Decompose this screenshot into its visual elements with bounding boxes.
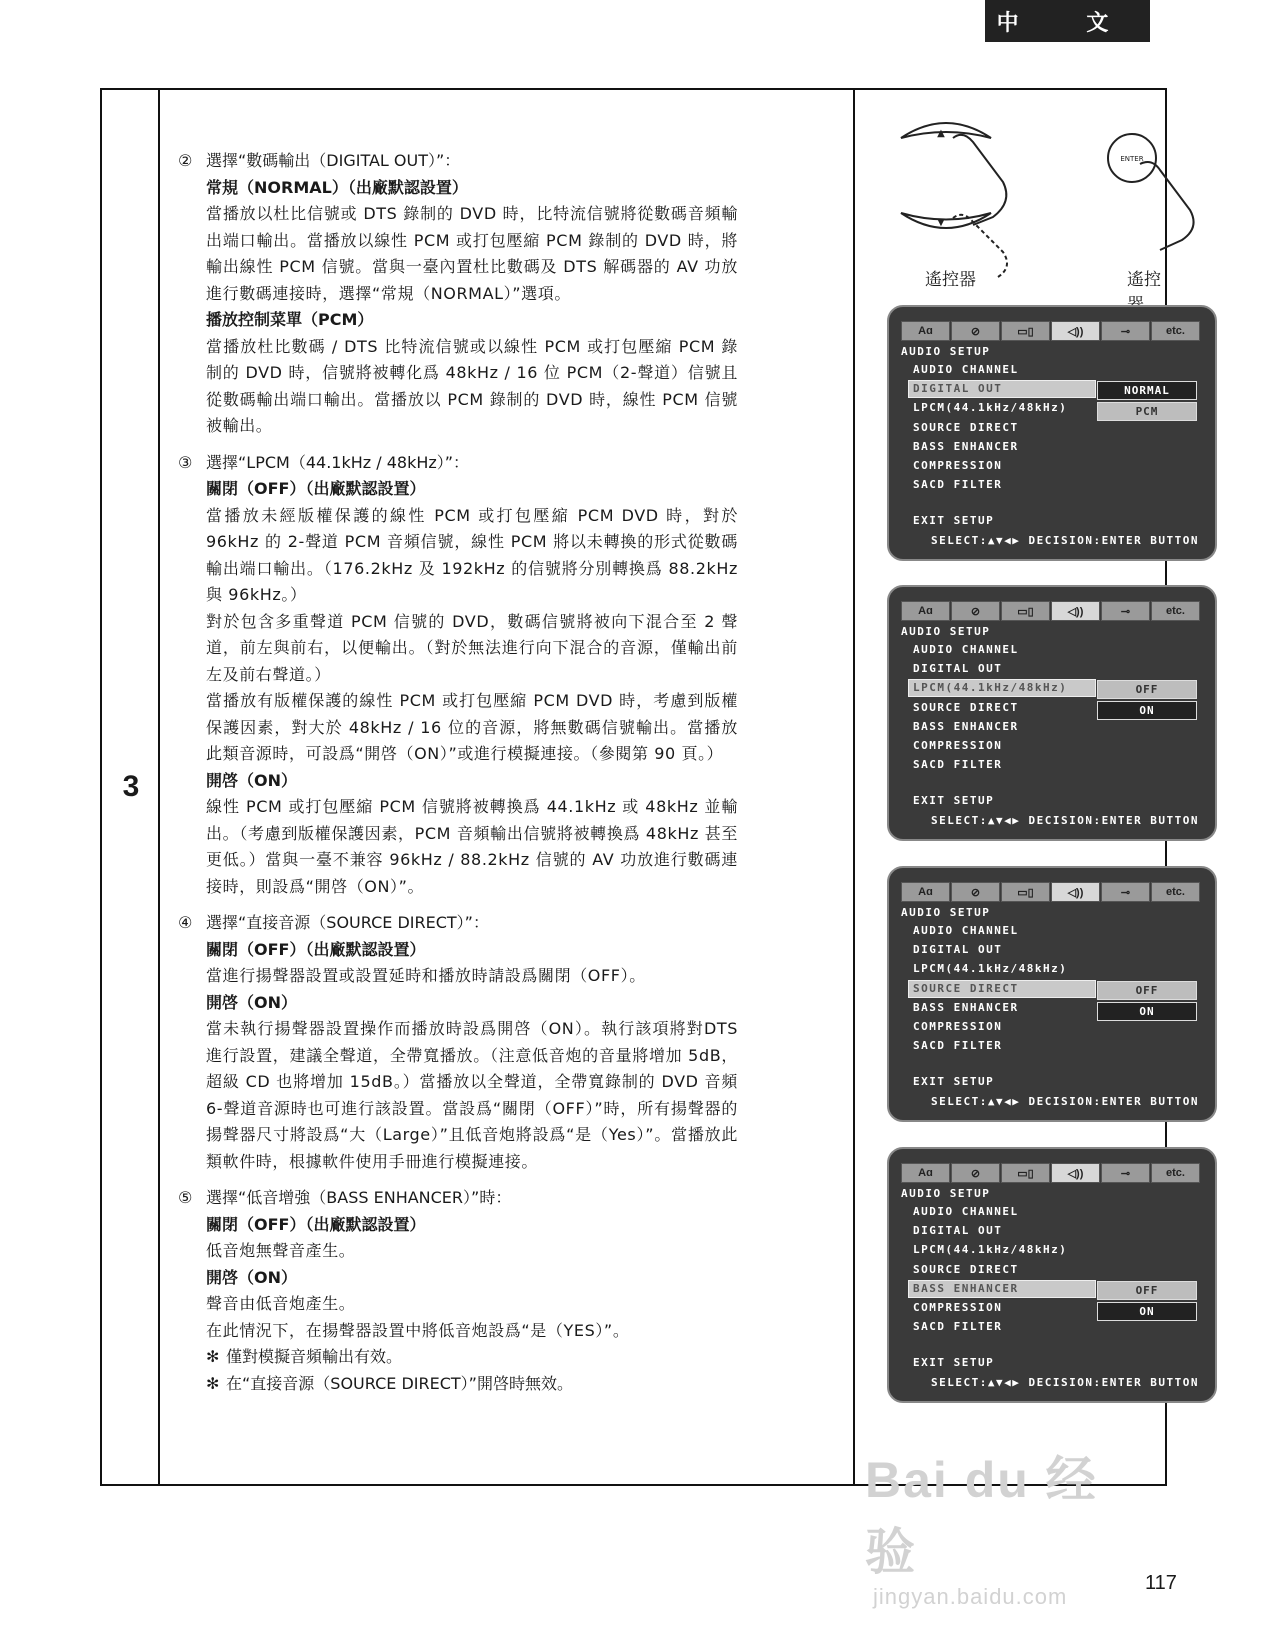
up-arrow-icon: ▲ [937,128,945,139]
watermark [865,1440,1145,1609]
option-description: 低音炮無聲音產生。 [206,1241,356,1260]
osd-menu-item-label: COMPRESSION [913,1019,1003,1033]
step-column [102,90,160,1484]
osd-menu-item [901,998,1203,1017]
remote-label-right: 遙控 [1127,270,1161,290]
osd-title: AUDIO SETUP [901,625,991,638]
option-block [206,175,738,308]
osd-menu-item [901,1298,1203,1317]
osd-option: OFF [1097,1281,1197,1300]
osd-menu-item-label: SOURCE DIRECT [913,700,1019,714]
osd-menu-item-label: COMPRESSION [913,738,1003,752]
section-heading [178,1185,738,1212]
osd-menu-item [901,475,1203,494]
osd-tab: Aɑ [901,601,950,621]
watermark-brand: Bai du 经验 [865,1452,1098,1580]
osd-menu-item [901,698,1203,717]
osd-menu-item-label: AUDIO CHANNEL [913,643,1019,656]
osd-menu-item [901,959,1203,978]
section-number: ④ [178,913,193,932]
section-heading-text: 選擇“LPCM（44.1kHz / 48kHz）”： [206,452,470,472]
osd-audio-setup-screen [887,866,1217,1122]
osd-menu-item [901,1221,1203,1240]
option-block [206,307,738,440]
text-column [160,90,855,1484]
option-description: 當未執行揚聲器設置操作而播放時設爲開啓（ON）。執行該項將對DTS 進行設置，建議全聲道，全帶寬播放。（注意低音炮的音量將增加 5dB，超級 CD 也將增加 15dB。）當播放以全聲道，全帶寬錄制的 DVD 音頻 6-聲道音源時也可進行該設置。當設爲“關閉（OFF）”時，所有揚聲器的揚聲器尺寸將設爲“大（Large）”且低音炮將設爲“是（Yes）”。當播放此類軟件時，根據軟件使用手冊進行模擬連接。 [206,1019,738,1171]
section-heading-text: 選擇“數碼輸出（DIGITAL OUT）”： [206,151,461,170]
osd-menu-item-label: LPCM(44.1kHz/48kHz) [913,962,1068,976]
enter-button-label: ENTER [1120,155,1144,163]
option-block [206,990,738,1176]
option-description: 當播放以杜比信號或 DTS 錄制的 DVD 時，比特流信號將從數碼音頻輸出端口輸出。當播放以線性 PCM 或打包壓縮 PCM 錄制的 DVD 時，將輸出線性 PCM 信號。當與一臺內置杜比數碼及 DTS 解碼器的 AV 功放進行數碼連接時，選擇“常規（NORMAL）”選項。 [206,204,738,303]
osd-tabs [901,321,1203,341]
section-3 [178,910,738,1175]
osd-tab: Aɑ [901,1163,950,1183]
osd-option: ON [1097,1002,1197,1021]
osd-tab: ▭▯ [1001,321,1050,341]
osd-exit-setup: EXIT SETUP [913,1356,995,1369]
osd-menu-item-label: AUDIO CHANNEL [913,924,1019,937]
osd-tab: ◁)) [1051,882,1100,902]
osd-menu-item-label: SACD FILTER [913,1039,1003,1053]
footnote-text: 在“直接音源（SOURCE DIRECT）”開啓時無效。 [226,1373,573,1393]
osd-menu-item [901,1317,1203,1336]
osd-menu-item-label: SOURCE DIRECT [913,1262,1019,1276]
osd-tab: ⊘ [951,1163,1000,1183]
osd-tab: ◁)) [1051,321,1100,341]
osd-menu-item [901,360,1203,379]
section-4 [178,1185,738,1397]
osd-menu-item-label: COMPRESSION [913,458,1003,472]
osd-menu-item [901,398,1203,417]
osd-menu-item-label: BASS ENHANCER [913,719,1019,733]
osd-menu-item-label: SACD FILTER [913,478,1003,492]
osd-footer-hint: SELECT:▲▼◀▶ DECISION:ENTER BUTTON [931,534,1200,547]
osd-tab: ▭▯ [1001,882,1050,902]
option-description: 線性 PCM 或打包壓縮 PCM 信號將被轉換爲 44.1kHz 或 48kHz 並輸出。（考慮到版權保護因素，PCM 音頻輸出信號將被轉換爲 48kHz 甚至更低。）當與一臺不兼容 96kHz / 88.2kHz 信號的 AV 功放進行數碼連接時，則設爲“開啓（ON）”。 [206,797,738,896]
osd-menu-item-label: DIGITAL OUT [909,381,1095,397]
osd-tab: etc. [1151,1163,1200,1183]
osd-option: NORMAL [1097,381,1197,400]
osd-audio-setup-screen [887,1147,1217,1403]
section-heading-text: 選擇“直接音源（SOURCE DIRECT）”： [206,913,489,932]
osd-title: AUDIO SETUP [901,1187,991,1200]
option-description: 聲音由低音炮產生。 [206,1294,356,1313]
up-button-shape [901,123,991,138]
osd-exit-setup: EXIT SETUP [913,1075,995,1088]
osd-audio-setup-screen [887,585,1217,841]
option-title: 開啓（ON） [206,770,297,790]
osd-menu-item-label: LPCM(44.1kHz/48kHz) [909,680,1095,696]
osd-menu-item-label: COMPRESSION [913,1300,1003,1314]
option-block [206,1212,738,1265]
osd-tab: ⊸ [1101,882,1150,902]
osd-menu-item-label: BASS ENHANCER [913,439,1019,453]
osd-menu-item [901,456,1203,475]
osd-tab: ⊸ [1101,321,1150,341]
section-number: ⑤ [178,1188,193,1207]
hand-icon [953,135,1006,225]
osd-menu-item [901,755,1203,774]
osd-menu-item [901,437,1203,456]
osd-menu-item [901,1240,1203,1259]
osd-tab: etc. [1151,882,1200,902]
osd-tab: ⊘ [951,882,1000,902]
osd-menu-item-label: AUDIO CHANNEL [913,363,1019,376]
option-description-extra: 對於包含多重聲道 PCM 信號的 DVD，數碼信號將被向下混合至 2 聲道，前左與前右，以便輸出。（對於無法進行向下混合的音源，僅輸出前左及前右聲道。） [206,611,738,684]
section-heading [178,450,738,477]
osd-menu-item [901,921,1203,940]
option-title: 關閉（OFF）（出廠默認設置） [206,1214,426,1234]
osd-option: PCM [1097,402,1197,421]
content-frame [100,88,1200,1486]
step-number: 3 [122,770,140,803]
osd-tabs [901,882,1203,902]
option-title: 播放控制菜單（PCM） [206,310,374,329]
watermark-url: jingyan.baidu.com [873,1584,1068,1609]
section-heading [178,148,738,175]
osd-footer-hint: SELECT:▲▼◀▶ DECISION:ENTER BUTTON [931,1095,1200,1108]
option-title: 關閉（OFF）（出廠默認設置） [206,939,426,959]
osd-exit-setup: EXIT SETUP [913,794,995,807]
section-number: ③ [178,452,193,472]
osd-menu-item-label: SACD FILTER [913,758,1003,772]
option-block [206,476,738,768]
osd-menu-item-label: LPCM(44.1kHz/48kHz) [913,1243,1068,1257]
osd-option: OFF [1097,680,1197,699]
osd-tab: etc. [1151,321,1200,341]
footnote-text: 僅對模擬音頻輸出有效。 [226,1347,403,1366]
remote-label-left: 遙控器 [925,270,976,290]
option-description: 當播放未經版權保護的線性 PCM 或打包壓縮 PCM DVD 時，對於96kHz 的 2-聲道 PCM 音頻信號，線性 PCM 將以未轉換的形式從數碼輸出端口輸出。（176.2kHz 及 192kHz 的信號將分別轉換爲 88.2kHz 與 96kHz。） [206,505,738,604]
osd-exit-setup: EXIT SETUP [913,514,995,527]
remote-enter-button-illustration [1100,130,1210,260]
osd-tab: Aɑ [901,882,950,902]
language-tab: 中 文 [985,0,1150,42]
footnote [206,1344,738,1371]
osd-menu-item [901,640,1203,659]
instructions [178,148,738,1407]
down-arrow-icon: ▼ [937,217,945,228]
osd-menu-item [901,659,1203,678]
section-2 [178,450,738,901]
osd-menu-item [901,940,1203,959]
osd-menu-item-label: SACD FILTER [913,1320,1003,1334]
osd-title: AUDIO SETUP [901,345,991,358]
osd-title: AUDIO SETUP [901,906,991,919]
osd-menu-item [901,1260,1203,1279]
option-title: 開啓（ON） [206,992,297,1012]
osd-menu-item-label: BASS ENHANCER [909,1281,1095,1297]
osd-menu-item-label: SOURCE DIRECT [913,420,1019,434]
remote-arrow-buttons-illustration [891,108,1031,278]
option-description: 當播放杜比數碼 / DTS 比特流信號或以線性 PCM 或打包壓縮 PCM 錄制的 DVD 時，信號將被轉化爲 48kHz / 16 位 PCM（2-聲道）信號且從數碼輸出端口輸出。當播放以 PCM 錄制的 DVD 時，線性 PCM 信號被輸出。 [206,336,738,435]
osd-tabs [901,601,1203,621]
osd-tab: ⊘ [951,321,1000,341]
osd-tab: Aɑ [901,321,950,341]
osd-menu-item-label: DIGITAL OUT [913,662,1003,676]
osd-menu-item-label: DIGITAL OUT [913,1224,1003,1238]
osd-menu-item [901,1017,1203,1036]
option-description-extra: 當播放有版權保護的線性 PCM 或打包壓縮 PCM DVD 時，考慮到版權保護因素，對大於 48kHz / 16 位的音源，將無數碼信號輸出。當播放此類音源時，可設爲“開啓（ON）”或進行模擬連接。（參閱第 90 頁。） [206,691,738,763]
osd-menu-item-label: SOURCE DIRECT [909,981,1095,997]
footnote [206,1371,738,1398]
asterisk-icon: ✻ [206,1373,220,1393]
osd-menu-item [901,736,1203,755]
osd-menu-item-label: AUDIO CHANNEL [913,1205,1019,1218]
option-title: 開啓（ON） [206,1267,297,1287]
osd-option: ON [1097,1302,1197,1321]
option-title: 關閉（OFF）（出廠默認設置） [206,479,426,498]
section-heading-text: 選擇“低音增強（BASS ENHANCER）”時： [206,1188,512,1207]
osd-footer-hint: SELECT:▲▼◀▶ DECISION:ENTER BUTTON [931,814,1200,827]
asterisk-icon: ✻ [206,1347,220,1366]
page-number: 117 [1145,1572,1177,1594]
figure-column [855,90,1200,1484]
osd-menu-item [901,1036,1203,1055]
option-description-extra: 在此情況下，在揚聲器設置中將低音炮設爲“是（YES）”。 [206,1320,630,1340]
osd-menu-item [901,1202,1203,1221]
option-title: 常規（NORMAL）（出廠默認設置） [206,177,468,197]
osd-menu-item [901,418,1203,437]
option-block [206,937,738,990]
osd-tab: ⊸ [1101,1163,1150,1183]
osd-tab: ◁)) [1051,601,1100,621]
osd-audio-setup-screen [887,305,1217,561]
osd-tab: etc. [1151,601,1200,621]
osd-menu-item-label: LPCM(44.1kHz/48kHz) [913,401,1068,415]
osd-tab: ◁)) [1051,1163,1100,1183]
osd-menu-item-label: BASS ENHANCER [913,1000,1019,1014]
option-block [206,1265,738,1345]
osd-menu-item [901,717,1203,736]
osd-option: ON [1097,701,1197,720]
osd-tab: ▭▯ [1001,601,1050,621]
option-block [206,768,738,901]
section-number: ② [178,151,193,170]
osd-tab: ▭▯ [1001,1163,1050,1183]
section-1 [178,148,738,440]
osd-footer-hint: SELECT:▲▼◀▶ DECISION:ENTER BUTTON [931,1376,1200,1389]
osd-tabs [901,1163,1203,1183]
option-description: 當進行揚聲器設置或設置延時和播放時請設爲關閉（OFF）。 [206,966,646,985]
osd-option: OFF [1097,981,1197,1000]
osd-tab: ⊸ [1101,601,1150,621]
section-heading [178,910,738,937]
osd-menu-item-label: DIGITAL OUT [913,943,1003,957]
osd-tab: ⊘ [951,601,1000,621]
